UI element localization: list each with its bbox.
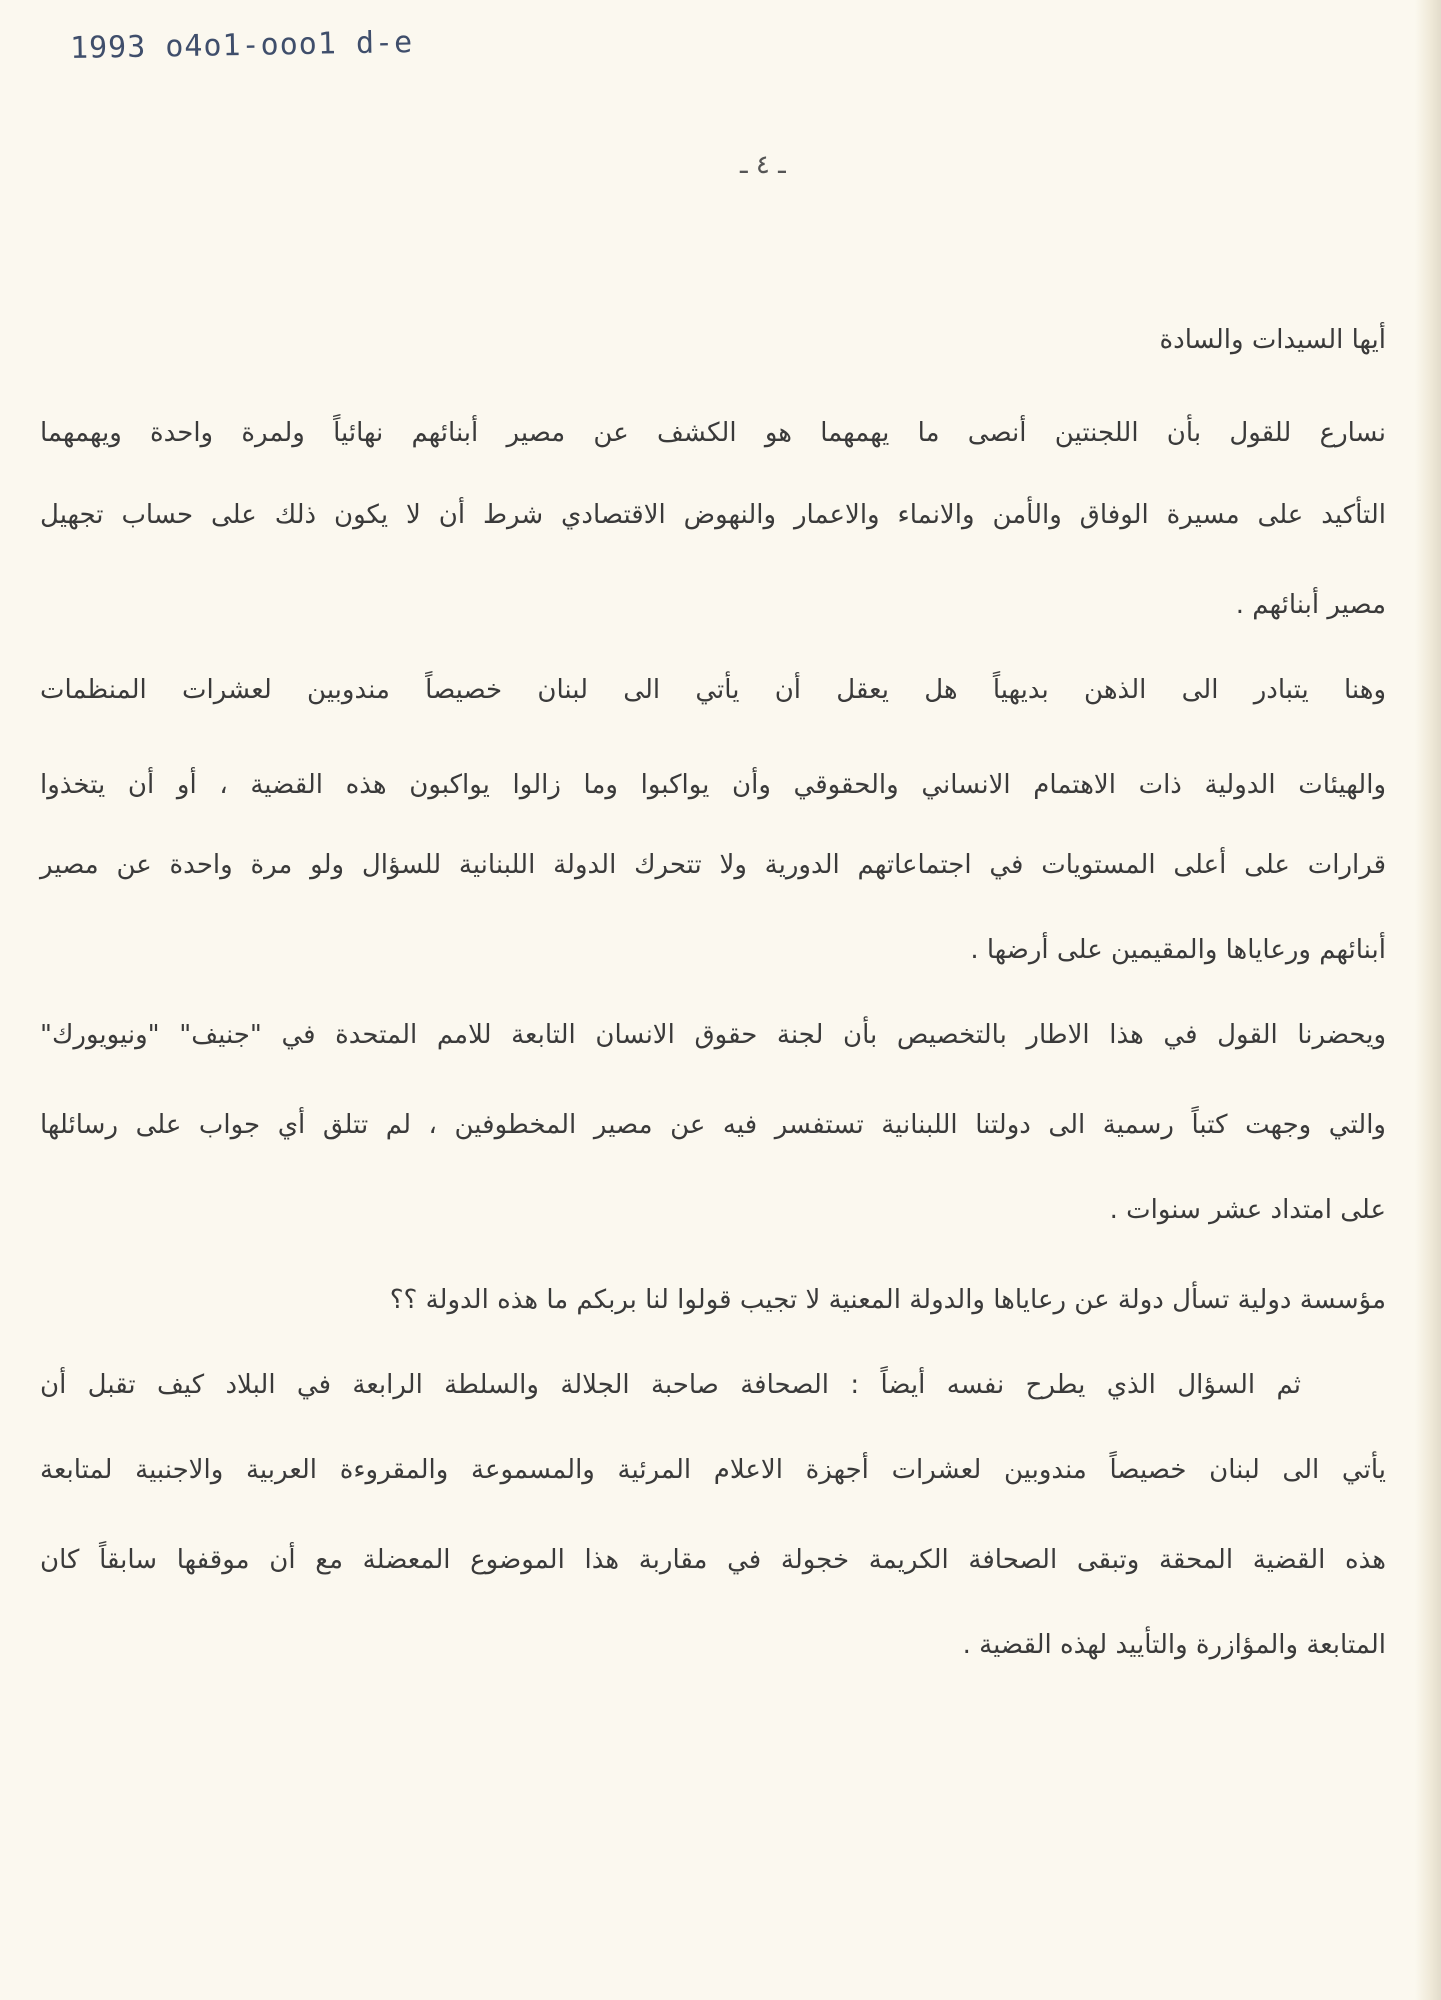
text-line: أبنائهم ورعاياها والمقيمين على أرضها . xyxy=(970,935,1386,965)
text-line: والهيئات الدولية ذات الاهتمام الانساني والحقوقي وأن يواكبوا وما زالوا يواكبون هذه القضية ، أو أن يتخذوا xyxy=(40,770,1386,800)
salutation: أيها السيدات والسادة xyxy=(1159,325,1386,355)
text-line: والتي وجهت كتباً رسمية الى دولتنا اللبنانية تستفسر فيه عن مصير المخطوفين ، لم تتلق أي جواب على رسائلها xyxy=(40,1110,1386,1140)
text-line: قرارات على أعلى المستويات في اجتماعاتهم الدورية ولا تتحرك الدولة اللبنانية للسؤال ولو مرة واحدة عن مصير xyxy=(40,850,1386,880)
text-line: المتابعة والمؤازرة والتأييد لهذه القضية . xyxy=(962,1630,1386,1660)
page-number: ـ ٤ ـ xyxy=(740,150,786,180)
text-line: ويحضرنا القول في هذا الاطار بالتخصيص بأن لجنة حقوق الانسان التابعة للامم المتحدة في "جنيف" "ونيويورك" xyxy=(40,1020,1386,1050)
text-line: على امتداد عشر سنوات . xyxy=(1109,1195,1386,1225)
text-line: وهنا يتبادر الى الذهن بديهياً هل يعقل أن يأتي الى لبنان خصيصاً مندوبين لعشرات المنظمات xyxy=(40,675,1386,705)
text-line: التأكيد على مسيرة الوفاق والأمن والانماء والاعمار والنهوض الاقتصادي شرط أن لا يكون ذلك على حساب تجهيل xyxy=(40,500,1386,530)
paper-edge xyxy=(1415,0,1441,2000)
text-line: مؤسسة دولية تسأل دولة عن رعاياها والدولة المعنية لا تجيب قولوا لنا بربكم ما هذه الدولة ؟؟ xyxy=(389,1285,1386,1315)
handwritten-reference: 1993 o4o1-ooo1 d-e xyxy=(69,25,414,66)
text-line: يأتي الى لبنان خصيصاً مندوبين لعشرات أجهزة الاعلام المرئية والمسموعة والمقروءة العربية والاجنبية لمتابعة xyxy=(40,1455,1386,1485)
text-line: مصير أبنائهم . xyxy=(1235,590,1386,620)
text-line: هذه القضية المحقة وتبقى الصحافة الكريمة خجولة في مقاربة هذا الموضوع المعضلة مع أن موقفها سابقاً كان xyxy=(40,1545,1386,1575)
text-line: ثم السؤال الذي يطرح نفسه أيضاً : الصحافة صاحبة الجلالة والسلطة الرابعة في البلاد كيف تقبل أن xyxy=(40,1370,1301,1400)
text-line: نسارع للقول بأن اللجنتين أنصى ما يهمهما هو الكشف عن مصير أبنائهم نهائياً ولمرة واحدة ويهمهما xyxy=(40,418,1386,448)
